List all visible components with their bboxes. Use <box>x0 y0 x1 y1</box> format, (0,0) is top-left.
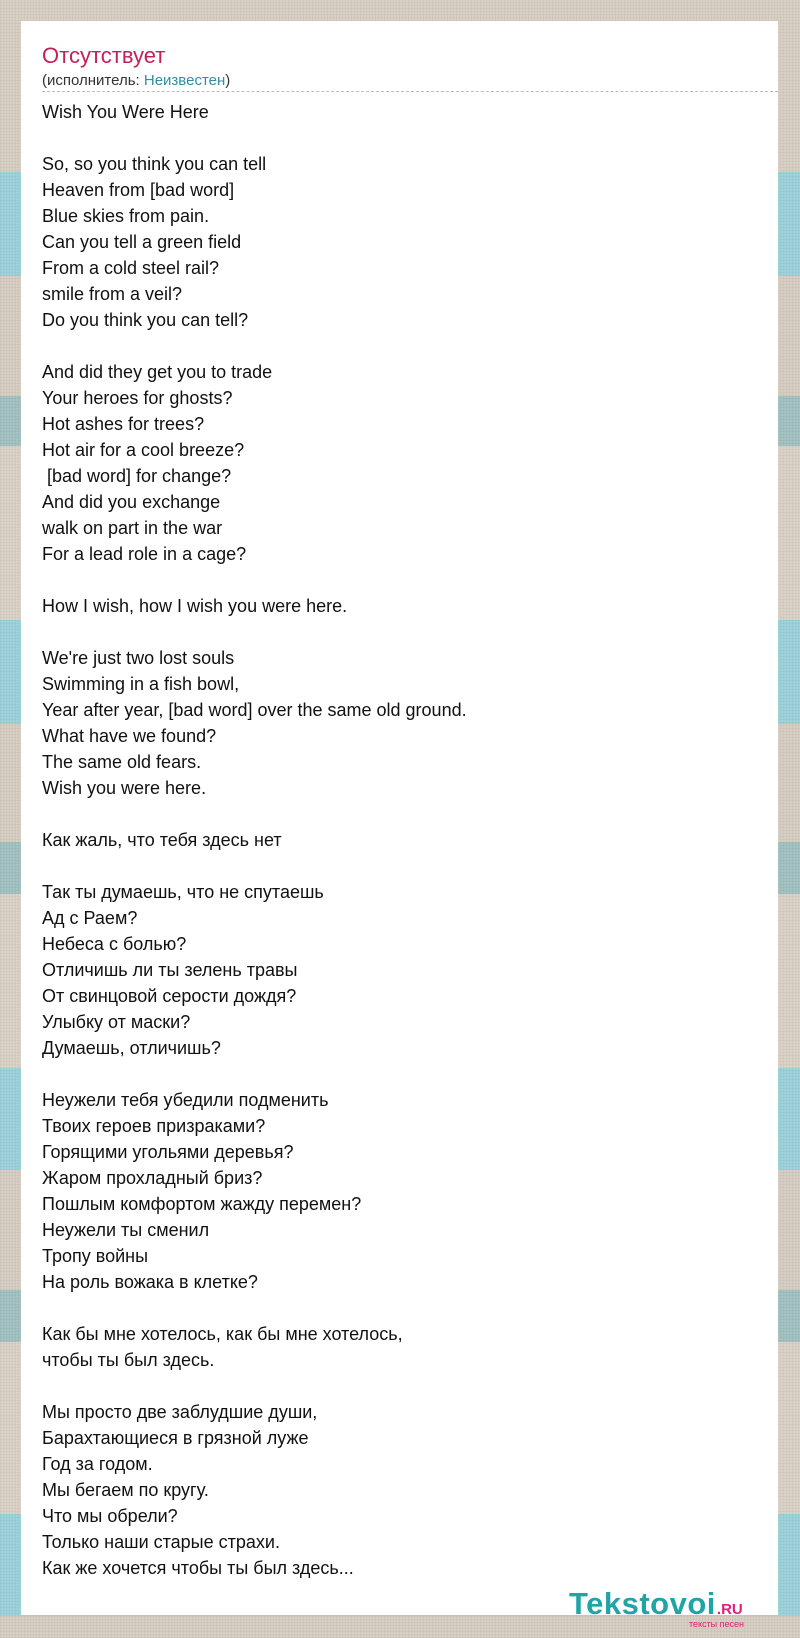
lyric-line: Мы просто две заблудшие души, <box>42 1402 318 1422</box>
lyric-line: Твоих героев призраками? <box>42 1116 266 1136</box>
lyric-line: Улыбку от маски? <box>42 1012 191 1032</box>
lyric-line: The same old fears. <box>42 752 202 772</box>
lyric-line: Только наши старые страхи. <box>42 1532 280 1552</box>
lyric-line: [bad word] for change? <box>42 466 232 486</box>
lyric-line: чтобы ты был здесь. <box>42 1350 215 1370</box>
lyric-line: Так ты думаешь, что не спутаешь <box>42 882 324 902</box>
lyric-line: Думаешь, отличишь? <box>42 1038 221 1058</box>
lyric-line: На роль вожака в клетке? <box>42 1272 258 1292</box>
lyric-line <box>42 125 762 151</box>
artist-prefix: (исполнитель: <box>42 72 144 89</box>
lyric-line <box>42 853 762 879</box>
lyric-line <box>42 567 762 593</box>
lyrics-card <box>21 21 778 1629</box>
artist-line <box>42 72 230 90</box>
lyric-line: From a cold steel rail? <box>42 258 220 278</box>
lyric-line: And did you exchange <box>42 492 221 512</box>
logo-name: Tekstovoi <box>569 1586 716 1621</box>
lyric-line: Барахтающиеся в грязной луже <box>42 1428 309 1448</box>
logo-tagline: тексты песен <box>689 1619 745 1629</box>
lyric-line: Жаром прохладный бриз? <box>42 1168 263 1188</box>
lyric-line: Пошлым комфортом жажду перемен? <box>42 1194 362 1214</box>
lyric-line: Wish You Were Here <box>42 102 209 122</box>
lyric-line: Swimming in a fish bowl, <box>42 674 240 694</box>
lyric-line: Мы бегаем по кругу. <box>42 1480 209 1500</box>
lyric-line: walk on part in the war <box>42 518 223 538</box>
lyric-line: Как бы мне хотелось, как бы мне хотелось, <box>42 1324 403 1344</box>
lyric-line: Wish you were here. <box>42 778 207 798</box>
lyric-line: So, so you think you can tell <box>42 154 267 174</box>
lyric-line: Как же хочется чтобы ты был здесь... <box>42 1558 354 1578</box>
lyric-line <box>42 1061 762 1087</box>
lyric-line: And did they get you to trade <box>42 362 273 382</box>
lyric-line: How I wish, how I wish you were here. <box>42 596 348 616</box>
lyric-line: Year after year, [bad word] over the same old ground. <box>42 700 467 720</box>
lyric-line <box>42 619 762 645</box>
lyric-line: Небеса с болью? <box>42 934 187 954</box>
lyric-line <box>42 1295 762 1321</box>
lyric-line: Ад с Раем? <box>42 908 138 928</box>
lyric-line: Hot air for a cool breeze? <box>42 440 245 460</box>
lyric-line <box>42 801 762 827</box>
lyric-line: smile from a veil? <box>42 284 183 304</box>
lyric-line: Do you think you can tell? <box>42 310 249 330</box>
lyric-line: For a lead role in a cage? <box>42 544 247 564</box>
lyric-line: От свинцовой серости дождя? <box>42 986 297 1006</box>
lyric-line: Hot ashes for trees? <box>42 414 205 434</box>
lyric-line: Отличишь ли ты зелень травы <box>42 960 298 980</box>
lyric-line: We're just two lost souls <box>42 648 235 668</box>
lyric-line: Can you tell a green field <box>42 232 242 252</box>
song-title: Отсутствует <box>42 43 166 68</box>
lyrics-text <box>42 99 762 1581</box>
lyric-line: Горящими угольями деревья? <box>42 1142 294 1162</box>
lyric-line <box>42 1373 762 1399</box>
lyric-line: Как жаль, что тебя здесь нет <box>42 830 282 850</box>
lyric-line <box>42 333 762 359</box>
lyric-line: Blue skies from pain. <box>42 206 210 226</box>
lyric-line: Неужели ты сменил <box>42 1220 210 1240</box>
lyric-line: Год за годом. <box>42 1454 153 1474</box>
lyric-line: Your heroes for ghosts? <box>42 388 233 408</box>
lyric-line: What have we found? <box>42 726 217 746</box>
lyric-line: Что мы обрели? <box>42 1506 178 1526</box>
logo-tld: .RU <box>716 1601 743 1618</box>
site-logo[interactable] <box>569 1586 745 1629</box>
artist-link[interactable]: Неизвестен <box>143 72 226 89</box>
title-divider <box>42 91 778 92</box>
artist-suffix: ) <box>225 72 231 89</box>
lyric-line: Неужели тебя убедили подменить <box>42 1090 329 1110</box>
lyric-line: Heaven from [bad word] <box>42 180 235 200</box>
lyric-line: Тропу войны <box>42 1246 149 1266</box>
